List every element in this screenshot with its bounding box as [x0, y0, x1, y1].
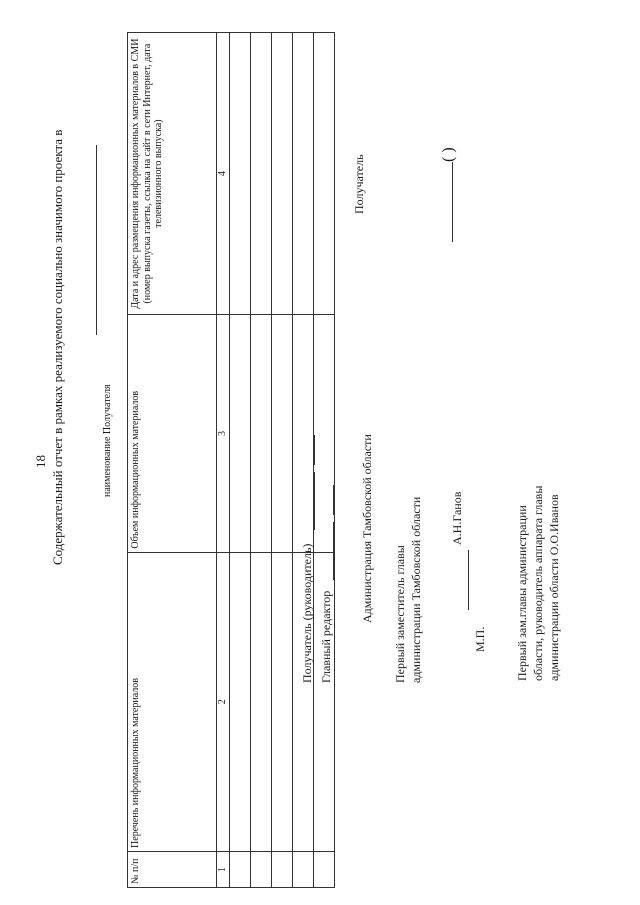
column-number: 3 — [217, 315, 230, 552]
table-row — [251, 33, 272, 888]
first-deputy-label-2: администрации Тамбовской области — [409, 496, 423, 683]
first-deputy-b-label-2: области, руководитель аппарата главы — [531, 485, 545, 681]
first-deputy-b-label-3: администрации области О.О.Иванов — [547, 494, 561, 681]
header-materials-list: Перечень информационных материалов — [128, 552, 217, 851]
table-cell — [293, 315, 314, 552]
recipient-head-label: Получатель (руководитель) — [300, 543, 314, 683]
table-cell — [230, 851, 251, 887]
table-cell — [272, 315, 293, 552]
header-materials-volume: Объем информационных материалов — [128, 315, 217, 552]
column-number: 2 — [217, 552, 230, 851]
recipient-name-line — [96, 145, 97, 335]
table-cell — [314, 315, 335, 552]
stamp-label: М.П. — [473, 626, 487, 652]
first-deputy-label-1: Первый заместитель главы — [393, 545, 407, 683]
recipient-right-sign-line — [452, 162, 453, 242]
document-title: Содержательный отчет в рамках реализуемого социально значимого проекта в — [50, 129, 65, 565]
header-number: № п/п — [128, 851, 217, 887]
column-number: 4 — [217, 33, 230, 315]
table-cell — [251, 33, 272, 315]
table-row — [272, 33, 293, 888]
table-cell — [272, 851, 293, 887]
administration-label: Администрация Тамбовской области — [360, 434, 374, 623]
table-numbering-row — [217, 33, 230, 888]
table-cell — [251, 851, 272, 887]
table-cell — [230, 552, 251, 851]
table-row — [314, 33, 335, 888]
chief-editor-label: Главный редактор — [319, 590, 333, 683]
table-row — [230, 33, 251, 888]
first-deputy-b-label-1: Первый зам.главы администрации — [515, 505, 529, 681]
recipient-right-label: Получатель — [352, 154, 366, 214]
signatory-ganov: А.Н.Ганов — [450, 491, 464, 545]
column-number: 1 — [217, 851, 230, 887]
table-cell — [251, 552, 272, 851]
table-cell — [293, 33, 314, 315]
table-cell — [272, 33, 293, 315]
report-table — [127, 32, 335, 888]
table-cell — [230, 315, 251, 552]
table-cell — [230, 33, 251, 315]
table-cell — [314, 851, 335, 887]
recipient-right-bracket: ( ) — [440, 147, 457, 162]
table-cell — [293, 851, 314, 887]
chief-editor-name-line — [333, 485, 334, 515]
chief-editor-sign-line — [333, 522, 334, 580]
table-cell — [272, 552, 293, 851]
header-publication-date-address: Дата и адрес размещения информационных материалов в СМИ (номер выпуска газеты, ссылка на сайт в сети Интернет, дата телевизионного выпуска) — [128, 33, 217, 315]
recipient-head-name-line — [314, 435, 315, 465]
page-number: 18 — [33, 455, 48, 468]
table-header-row — [128, 33, 217, 888]
table-cell — [314, 33, 335, 315]
recipient-caption: наименование Получателя — [102, 384, 113, 497]
recipient-head-sign-line — [314, 472, 315, 530]
table-cell — [251, 315, 272, 552]
ganov-sign-line — [468, 550, 469, 610]
table-row — [293, 33, 314, 888]
